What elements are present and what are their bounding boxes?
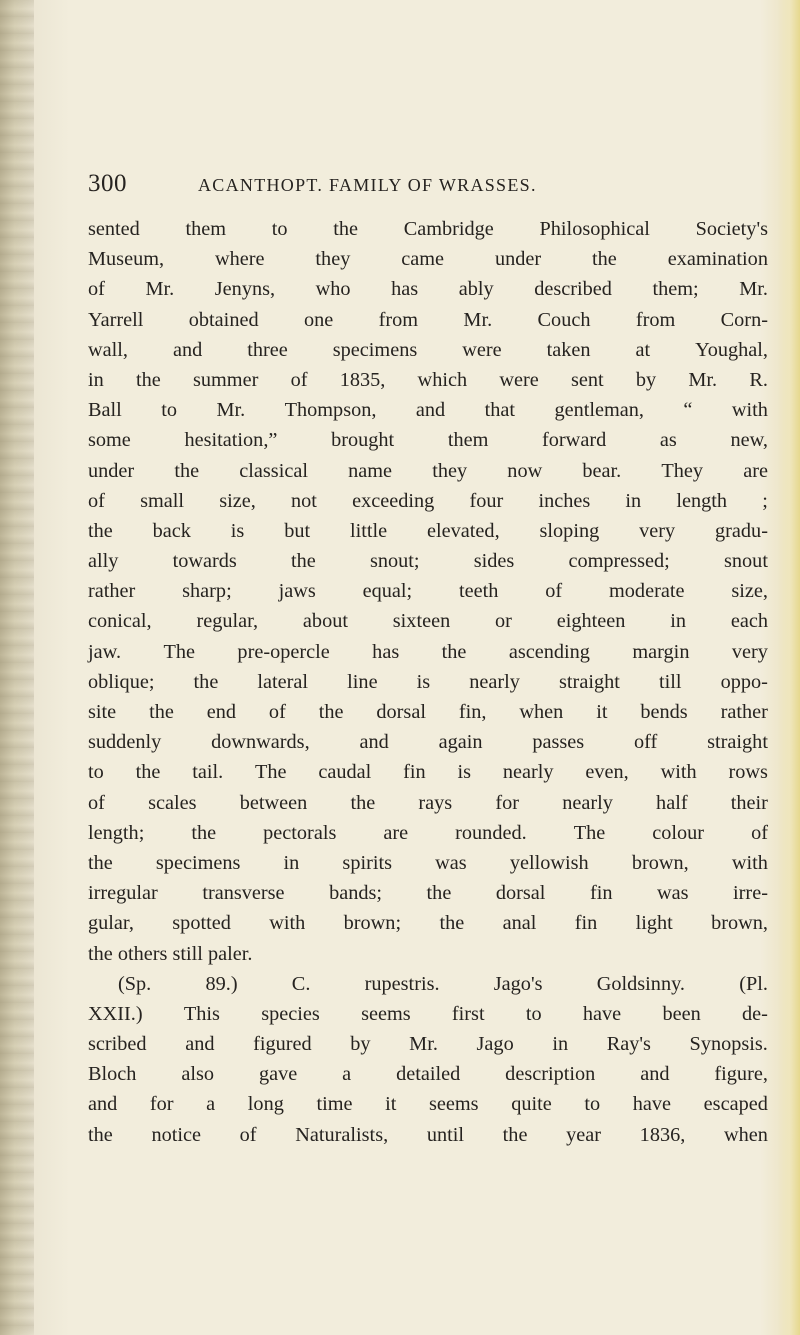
text-line: length; the pectorals are rounded. The colour of: [88, 821, 768, 844]
text-line: some hesitation,” brought them forward as new,: [88, 429, 768, 452]
page-number: 300: [88, 170, 127, 197]
running-title: ACANTHOPT. FAMILY OF WRASSES.: [198, 175, 537, 195]
text-line: under the classical name they now bear. They are: [88, 459, 768, 482]
text-line: wall, and three specimens were taken at Youghal,: [88, 338, 768, 361]
text-line: the back is but little elevated, sloping very gradu-: [88, 519, 768, 542]
text-line: of Mr. Jenyns, who has ably described them; Mr.: [88, 278, 768, 301]
text-line: the notice of Naturalists, until the year 1836, when: [88, 1123, 768, 1146]
text-line: Museum, where they came under the examination: [88, 248, 768, 271]
text-line: and for a long time it seems quite to have escaped: [88, 1093, 768, 1116]
running-head: [88, 170, 778, 202]
text-line: of scales between the rays for nearly half their: [88, 791, 768, 814]
text-line: Ball to Mr. Thompson, and that gentleman, “ with: [88, 399, 768, 422]
text-line: in the summer of 1835, which were sent by Mr. R.: [88, 368, 768, 391]
text-line: conical, regular, about sixteen or eighteen in each: [88, 610, 768, 633]
text-line: irregular transverse bands; the dorsal fin was irre-: [88, 882, 768, 905]
text-line: gular, spotted with brown; the anal fin light brown,: [88, 912, 768, 935]
page-right-edge: [778, 0, 800, 1335]
text-line: XXII.) This species seems first to have been de-: [88, 1002, 768, 1025]
text-line: sented them to the Cambridge Philosophical Society's: [88, 218, 768, 240]
text-line: Bloch also gave a detailed description and figure,: [88, 1063, 768, 1086]
text-line: (Sp. 89.) C. rupestris. Jago's Goldsinny. (Pl.: [118, 972, 768, 995]
text-line: Yarrell obtained one from Mr. Couch from Corn-: [88, 308, 768, 331]
text-line: scribed and figured by Mr. Jago in Ray's Synopsis.: [88, 1033, 768, 1056]
text-line: jaw. The pre-opercle has the ascending margin very: [88, 640, 768, 663]
text-line: oblique; the lateral line is nearly straight till oppo-: [88, 670, 768, 693]
text-line: rather sharp; jaws equal; teeth of moderate size,: [88, 580, 768, 603]
text-line: to the tail. The caudal fin is nearly even, with rows: [88, 761, 768, 784]
text-line: the others still paler.: [88, 942, 253, 965]
body-text: [88, 214, 768, 1150]
text-line: site the end of the dorsal fin, when it bends rather: [88, 701, 768, 723]
text-line: suddenly downwards, and again passes off straight: [88, 731, 768, 754]
text-line: ally towards the snout; sides compressed; snout: [88, 550, 768, 573]
text-line: the specimens in spirits was yellowish brown, with: [88, 851, 768, 874]
text-line: of small size, not exceeding four inches in length ;: [88, 489, 768, 512]
page-binding-edge: [0, 0, 34, 1335]
